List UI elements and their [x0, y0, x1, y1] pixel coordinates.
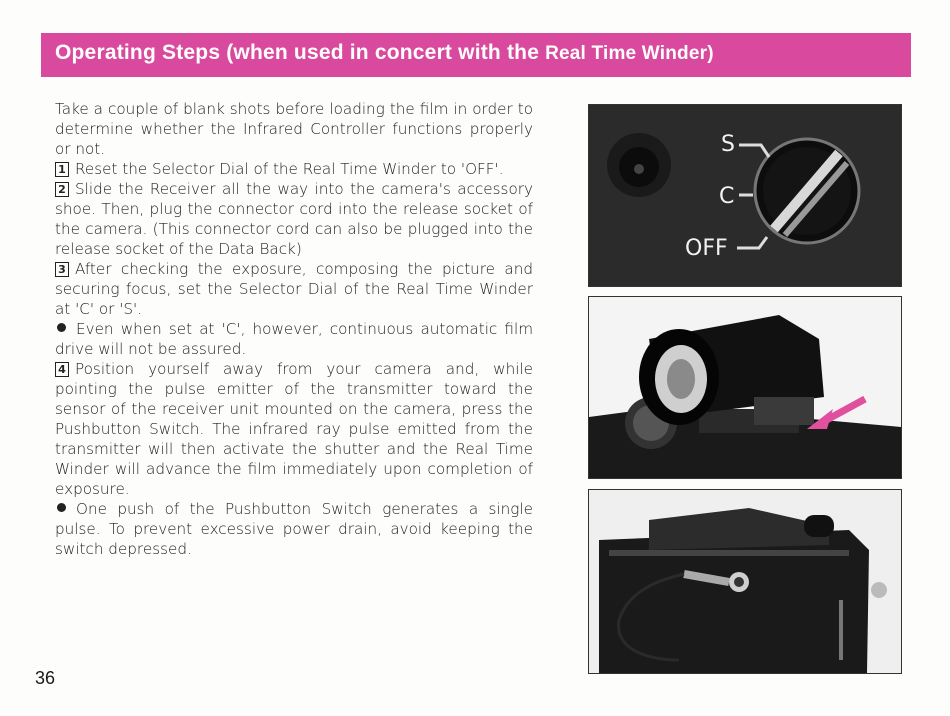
step-text: After checking the exposure, composing the picture and securing focus, set the Selector Dial of the Real Time Winder at 'C' or 'S'.	[55, 260, 533, 318]
step-2	[55, 179, 533, 259]
step-number-box: 1	[55, 162, 69, 177]
step-3	[55, 259, 533, 319]
intro-paragraph: Take a couple of blank shots before loading the film in order to determine whether the Infrared Controller functions properly or not.	[55, 100, 533, 158]
selector-dial-photo	[588, 104, 902, 287]
section-title-bar	[41, 33, 911, 77]
step-number-box: 3	[55, 262, 69, 277]
page-number: 36	[35, 668, 56, 688]
bullet-icon	[57, 323, 66, 332]
note-power-drain	[55, 499, 533, 559]
dial-label-s: S	[721, 132, 735, 157]
connector-cord-photo	[588, 489, 902, 674]
title-tail: Real Time Winder)	[545, 43, 714, 64]
note-text: One push of the Pushbutton Switch generates a single pulse. To prevent excessive power drain, avoid keeping the switch depressed.	[55, 500, 533, 558]
bullet-icon	[57, 503, 66, 512]
receiver-mounted-photo	[588, 296, 902, 479]
dial-label-c: C	[719, 184, 735, 209]
step-text: Position yourself away from your camera and, while pointing the pulse emitter of the transmitter toward the sensor of the receiver unit mounted on the camera, press the Pushbutton Switch. The infrared ray pulse emitted from the transmitter will then activate the shutter and the Real Time Winder will advance the film immediately upon completion of exposure.	[55, 360, 533, 498]
instructions-text	[55, 99, 533, 559]
step-number-box: 4	[55, 362, 69, 377]
step-4	[55, 359, 533, 499]
note-text: Even when set at 'C', however, continuous automatic film drive will not be assured.	[55, 320, 533, 358]
dial-label-off: OFF	[685, 236, 728, 261]
note-continuous-drive	[55, 319, 533, 359]
step-number-box: 2	[55, 182, 69, 197]
title-main: Operating Steps (when used in concert with the	[55, 41, 540, 64]
step-text: Reset the Selector Dial of the Real Time Winder to 'OFF'.	[75, 160, 504, 178]
step-1	[55, 159, 533, 179]
step-text: Slide the Receiver all the way into the camera's accessory shoe. Then, plug the connector cord into the release socket of the camera. (This connector cord can also be plugged into the release socket of the Data Back)	[55, 180, 533, 258]
section-title	[55, 41, 714, 65]
